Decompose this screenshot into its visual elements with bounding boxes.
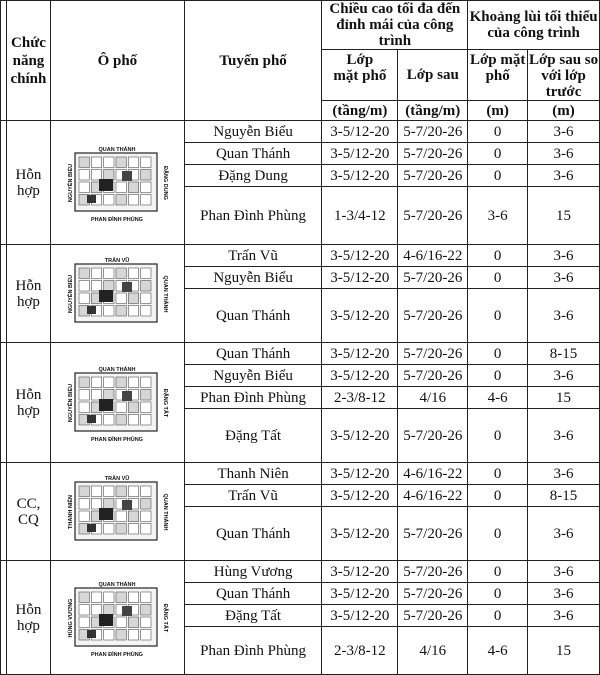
front-height-cell: 1-3/4-12 (322, 187, 398, 245)
table-header (1, 1, 600, 121)
back-height-cell: 5-7/20-26 (398, 507, 468, 561)
building (122, 391, 132, 401)
table-row (1, 463, 600, 485)
parcel (116, 592, 126, 603)
parcel (104, 592, 114, 603)
function-text: CC, (16, 495, 41, 512)
back-height-cell: 5-7/20-26 (398, 343, 468, 365)
function-cell (6, 343, 50, 463)
parcel (79, 157, 89, 168)
parcel (141, 604, 151, 615)
street-cell: Nguyễn Biểu (184, 267, 322, 289)
street-cell: Thanh Niên (184, 463, 322, 485)
setback-back-cell: 3-6 (528, 507, 600, 561)
parcel (116, 157, 126, 168)
back-height-cell: 4-6/16-22 (398, 245, 468, 267)
parcel (104, 498, 114, 509)
street-cell: Quan Thánh (184, 343, 322, 365)
back-height-cell: 5-7/20-26 (398, 605, 468, 627)
front-height-cell: 2-3/8-12 (322, 627, 398, 675)
building (122, 500, 132, 510)
building (99, 290, 113, 302)
parcel (104, 629, 114, 640)
building (122, 606, 132, 616)
block-map-2 (67, 254, 167, 334)
street-cell: Phan Đình Phùng (184, 387, 322, 409)
back-height-cell: 5-7/20-26 (398, 561, 468, 583)
setback-front-cell: 0 (468, 463, 528, 485)
parcel (129, 194, 139, 205)
back-height-cell: 5-7/20-26 (398, 583, 468, 605)
back-height-cell: 5-7/20-26 (398, 289, 468, 343)
front-height-cell: 3-5/12-20 (322, 561, 398, 583)
setback-back-cell: 3-6 (528, 245, 600, 267)
parcel (79, 169, 89, 180)
parcel (141, 498, 151, 509)
block-map-cell (50, 121, 184, 245)
parcel (104, 305, 114, 316)
block-map-cell (50, 343, 184, 463)
parcel (129, 629, 139, 640)
parcel (129, 511, 139, 522)
map-street-label: THANH NIÊN (68, 494, 75, 529)
parcel (104, 169, 114, 180)
building (122, 282, 132, 292)
parcel (141, 617, 151, 628)
setback-front-cell: 4-6 (468, 627, 528, 675)
block-map-cell (50, 245, 184, 343)
front-height-cell: 3-5/12-20 (322, 343, 398, 365)
street-cell: Đặng Tất (184, 605, 322, 627)
street-cell: Quan Thánh (184, 583, 322, 605)
front-height-cell: 3-5/12-20 (322, 245, 398, 267)
parcel (79, 182, 89, 193)
parcel (104, 414, 114, 425)
parcel (79, 377, 89, 388)
map-street-label: PHAN ĐÌNH PHÙNG (91, 651, 144, 658)
function-cell (6, 463, 50, 561)
street-cell: Đặng Dung (184, 165, 322, 187)
table-row (1, 561, 600, 583)
map-street-label: NGUYỄN BIỂU (68, 383, 75, 422)
header-front-layer-line2: mặt phố (333, 68, 387, 84)
street-cell: Hùng Vương (184, 561, 322, 583)
header-setback-front-line1: Lớp mặt (469, 52, 526, 68)
parcel (116, 486, 126, 497)
header-setback-back-line1: Lớp sau so (528, 52, 599, 68)
map-street-label: TRẤN VŨ (105, 475, 130, 482)
parcel (92, 604, 102, 615)
setback-front-cell: 0 (468, 507, 528, 561)
parcel (104, 523, 114, 534)
header-function-line2: năng (12, 52, 45, 69)
header-unit-floor-back: (tầng/m) (398, 101, 468, 121)
parcel (116, 402, 126, 413)
parcel (141, 511, 151, 522)
parcel (79, 280, 89, 291)
setback-back-cell: 8-15 (528, 343, 600, 365)
setback-front-cell: 0 (468, 365, 528, 387)
header-setback-line2: của công trình (487, 25, 580, 41)
street-cell: Đặng Tất (184, 409, 322, 463)
setback-back-cell: 3-6 (528, 121, 600, 143)
parcel (79, 617, 89, 628)
function-text: CQ (18, 511, 39, 528)
back-height-cell: 5-7/20-26 (398, 165, 468, 187)
parcel (116, 182, 126, 193)
setback-front-cell: 0 (468, 605, 528, 627)
setback-front-cell: 0 (468, 121, 528, 143)
header-unit-floor-front: (tầng/m) (322, 101, 398, 121)
building (87, 524, 96, 532)
back-height-cell: 5-7/20-26 (398, 267, 468, 289)
parcel (141, 389, 151, 400)
header-setback-back-line2: với lớp trước (541, 68, 586, 100)
parcel (116, 377, 126, 388)
parcel (116, 511, 126, 522)
street-cell: Quan Thánh (184, 507, 322, 561)
map-street-label: TRẤN VŨ (105, 257, 130, 264)
block-map-cell (50, 561, 184, 675)
table-row (1, 343, 600, 365)
header-height-line2: đỉnh mái của công trình (336, 17, 454, 49)
front-height-cell: 3-5/12-20 (322, 485, 398, 507)
map-street-label: ĐẶNG DUNG (162, 165, 169, 200)
header-setback-front (468, 50, 528, 101)
header-back-layer: Lớp sau (398, 50, 468, 101)
parcel (141, 629, 151, 640)
parcel (141, 169, 151, 180)
parcel (92, 389, 102, 400)
setback-back-cell: 15 (528, 387, 600, 409)
parcel (104, 389, 114, 400)
header-height-line1: Chiều cao tối đa đến (329, 1, 461, 17)
setback-back-cell: 3-6 (528, 463, 600, 485)
building (122, 171, 132, 181)
parcel (116, 629, 126, 640)
parcel (92, 169, 102, 180)
setback-back-cell: 15 (528, 627, 600, 675)
building (87, 306, 96, 314)
parcel (79, 402, 89, 413)
street-cell: Trấn Vũ (184, 485, 322, 507)
block-map-4 (67, 472, 167, 552)
function-text: hợp (16, 402, 40, 419)
setback-back-cell: 3-6 (528, 267, 600, 289)
parcel (141, 157, 151, 168)
function-text: Hỗn (15, 386, 42, 403)
header-block: Ô phố (50, 1, 184, 121)
map-street-label: QUAN THÁNH (98, 146, 136, 153)
map-street-label: HÙNG VƯƠNG (68, 598, 75, 637)
parcel (116, 414, 126, 425)
function-text: Hỗn (15, 277, 42, 294)
setback-back-cell: 3-6 (528, 289, 600, 343)
building (99, 614, 113, 626)
header-function-line1: Chức (11, 34, 46, 51)
parcel (104, 604, 114, 615)
setback-front-cell: 0 (468, 343, 528, 365)
parcel (79, 293, 89, 304)
parcel (116, 194, 126, 205)
street-cell: Quan Thánh (184, 289, 322, 343)
parcel (79, 389, 89, 400)
table-body (1, 121, 600, 675)
setback-front-cell: 0 (468, 583, 528, 605)
street-cell: Phan Đình Phùng (184, 187, 322, 245)
parcel (104, 280, 114, 291)
building (87, 415, 96, 423)
parcel (104, 377, 114, 388)
parcel (92, 280, 102, 291)
parcel (116, 523, 126, 534)
parcel (141, 592, 151, 603)
parcel (141, 377, 151, 388)
front-height-cell: 3-5/12-20 (322, 121, 398, 143)
front-height-cell: 3-5/12-20 (322, 143, 398, 165)
street-cell: Nguyễn Biểu (184, 365, 322, 387)
parcel (79, 498, 89, 509)
building (87, 195, 96, 203)
setback-front-cell: 4-6 (468, 387, 528, 409)
header-setback-line1: Khoảng lùi tối thiểu (469, 9, 598, 25)
parcel (129, 305, 139, 316)
street-cell: Trấn Vũ (184, 245, 322, 267)
block-map-cell (50, 463, 184, 561)
front-height-cell: 3-5/12-20 (322, 507, 398, 561)
parcel (92, 377, 102, 388)
map-street-label: QUAN THÁNH (162, 275, 169, 312)
setback-back-cell: 3-6 (528, 605, 600, 627)
building (99, 508, 113, 520)
map-street-label: NGUYỄN BIỂU (68, 274, 75, 313)
parcel (104, 268, 114, 279)
map-street-label: QUAN THÁNH (162, 493, 169, 530)
header-function (6, 1, 50, 121)
setback-back-cell: 3-6 (528, 365, 600, 387)
parcel (116, 268, 126, 279)
setback-front-cell: 0 (468, 409, 528, 463)
back-height-cell: 4/16 (398, 387, 468, 409)
parcel (141, 293, 151, 304)
parcel (79, 268, 89, 279)
parcel (92, 268, 102, 279)
block-map-5 (67, 578, 167, 658)
setback-front-cell: 0 (468, 267, 528, 289)
front-height-cell: 3-5/12-20 (322, 583, 398, 605)
parcel (104, 486, 114, 497)
street-cell: Quan Thánh (184, 143, 322, 165)
parcel (79, 592, 89, 603)
parcel (141, 305, 151, 316)
parcel (92, 486, 102, 497)
function-text: hợp (16, 182, 40, 199)
parcel (129, 402, 139, 413)
building (87, 630, 96, 638)
parcel (141, 280, 151, 291)
setback-back-cell: 3-6 (528, 165, 600, 187)
setback-front-cell: 0 (468, 561, 528, 583)
header-street: Tuyến phố (184, 1, 322, 121)
map-street-label: QUAN THÁNH (98, 581, 136, 588)
function-text: Hỗn (15, 601, 42, 618)
header-function-line3: chính (10, 70, 47, 87)
parcel (92, 498, 102, 509)
header-unit-m-back: (m) (528, 101, 600, 121)
block-map-1 (67, 143, 167, 223)
function-cell (6, 561, 50, 675)
back-height-cell: 4/16 (398, 627, 468, 675)
table-row (1, 245, 600, 267)
front-height-cell: 3-5/12-20 (322, 267, 398, 289)
parcel (116, 305, 126, 316)
front-height-cell: 3-5/12-20 (322, 605, 398, 627)
parcel (92, 157, 102, 168)
table-row (1, 121, 600, 143)
function-text: hợp (16, 293, 40, 310)
parcel (129, 377, 139, 388)
header-unit-m-front: (m) (468, 101, 528, 121)
street-cell: Phan Đình Phùng (184, 627, 322, 675)
parcel (104, 157, 114, 168)
function-text: hợp (16, 617, 40, 634)
back-height-cell: 5-7/20-26 (398, 187, 468, 245)
front-height-cell: 3-5/12-20 (322, 409, 398, 463)
parcel (129, 157, 139, 168)
function-text: Hỗn (15, 166, 42, 183)
map-street-label: NGUYỄN BIỂU (68, 163, 75, 202)
front-height-cell: 2-3/8-12 (322, 387, 398, 409)
parcel (141, 268, 151, 279)
setback-back-cell: 3-6 (528, 561, 600, 583)
parcel (116, 293, 126, 304)
setback-front-cell: 0 (468, 165, 528, 187)
setback-back-cell: 3-6 (528, 143, 600, 165)
parcel (129, 182, 139, 193)
parcel (129, 414, 139, 425)
header-front-layer-line1: Lớp (346, 52, 374, 68)
parcel (141, 486, 151, 497)
map-street-label: ĐẶNG TẤT (162, 388, 169, 417)
setback-front-cell: 3-6 (468, 187, 528, 245)
back-height-cell: 5-7/20-26 (398, 143, 468, 165)
parcel (141, 194, 151, 205)
parcel (129, 486, 139, 497)
setback-front-cell: 0 (468, 245, 528, 267)
parcel (129, 523, 139, 534)
building (99, 179, 113, 191)
front-height-cell: 3-5/12-20 (322, 165, 398, 187)
parcel (129, 617, 139, 628)
parcel (129, 293, 139, 304)
function-cell (6, 121, 50, 245)
parcel (141, 523, 151, 534)
setback-back-cell: 3-6 (528, 583, 600, 605)
back-height-cell: 5-7/20-26 (398, 409, 468, 463)
parcel (104, 194, 114, 205)
parcel (116, 617, 126, 628)
back-height-cell: 4-6/16-22 (398, 485, 468, 507)
parcel (141, 414, 151, 425)
parcel (141, 182, 151, 193)
map-street-label: ĐẶNG TẤT (162, 603, 169, 632)
back-height-cell: 5-7/20-26 (398, 121, 468, 143)
setback-back-cell: 8-15 (528, 485, 600, 507)
map-street-label: PHAN ĐÌNH PHÙNG (91, 216, 144, 223)
building (99, 399, 113, 411)
parcel (92, 592, 102, 603)
back-height-cell: 5-7/20-26 (398, 365, 468, 387)
street-cell: Nguyễn Biểu (184, 121, 322, 143)
parcel (141, 402, 151, 413)
parcel (129, 592, 139, 603)
header-setback-back (528, 50, 600, 101)
header-setback-front-line2: phố (485, 68, 510, 84)
parcel (79, 511, 89, 522)
setback-front-cell: 0 (468, 289, 528, 343)
front-height-cell: 3-5/12-20 (322, 289, 398, 343)
back-height-cell: 4-6/16-22 (398, 463, 468, 485)
setback-back-cell: 15 (528, 187, 600, 245)
parcel (129, 268, 139, 279)
setback-front-cell: 0 (468, 485, 528, 507)
front-height-cell: 3-5/12-20 (322, 463, 398, 485)
setback-front-cell: 0 (468, 143, 528, 165)
header-height-group (322, 1, 468, 50)
parcel (79, 604, 89, 615)
block-map-3 (67, 363, 167, 443)
header-front-layer (322, 50, 398, 101)
map-street-label: QUAN THÁNH (98, 366, 136, 373)
setback-back-cell: 3-6 (528, 409, 600, 463)
function-cell (6, 245, 50, 343)
parcel (79, 486, 89, 497)
header-setback-group (468, 1, 600, 50)
front-height-cell: 3-5/12-20 (322, 365, 398, 387)
map-street-label: PHAN ĐÌNH PHÙNG (91, 436, 144, 443)
